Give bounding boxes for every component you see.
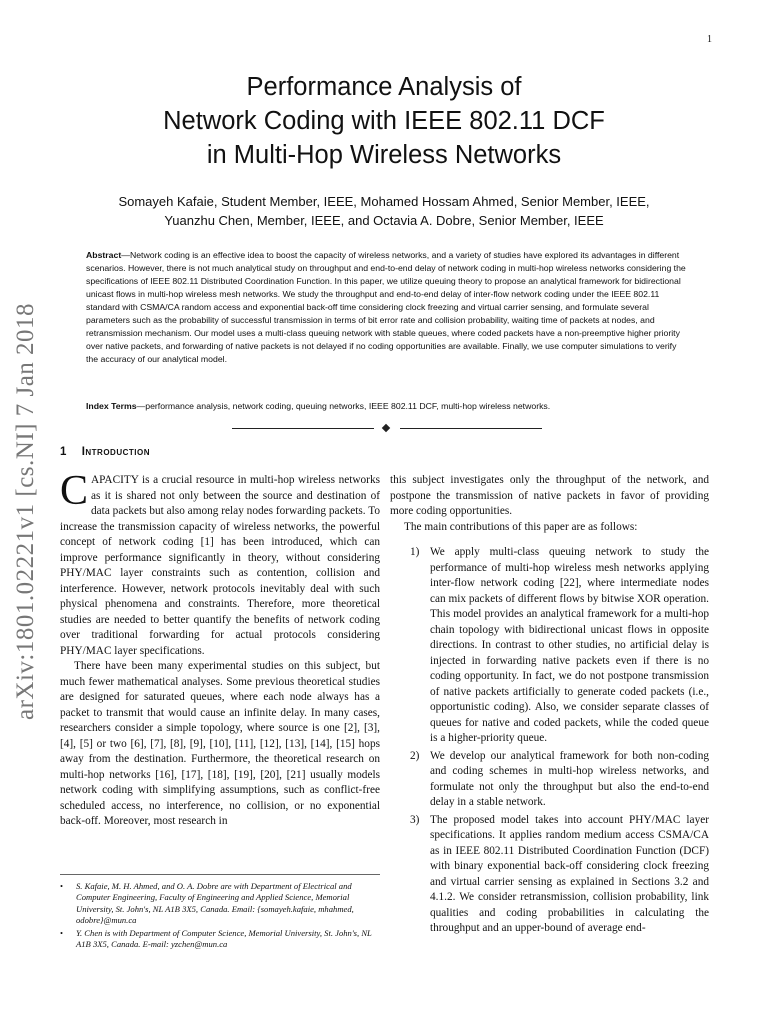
abstract-text: —Network coding is an effective idea to boost the capacity of wireless networks, and a variety of studies have explored its advantages in different scenarios. However, there is not much analytical study on throughput and end-to-end delay of network coding in multi-hop wireless networks considering the specifications of IEEE 802.11 Distributed Coordination Function. In this paper, we utilize queuing theory to propose an analytical framework for bidirectional unicast flows in multi-hop wireless mesh networks. We study the throughput and end-to-end delay of inter-flow network coding under the IEEE 802.11 standard with CSMA/CA random access and exponential back-off time considering clock freezing and virtual carrier sensing, and formulate several parameters such as the probability of successful transmission in terms of bit error rate and collision probability, waiting time of packets at nodes, and retransmission mechanism. Our model uses a multi-class queuing network with stable queues, where coded packets have a non-preemptive higher priority over native packets, and forwarding of native packets is not delayed if no coding opportunities are available. Finally, we use computer simulations to verify the accuracy of our analytical model. [86, 250, 686, 364]
index-terms [86, 400, 686, 413]
paper-title [60, 70, 708, 172]
title-line: in Multi-Hop Wireless Networks [206, 141, 562, 169]
section-title: Introduction [81, 446, 150, 458]
index-terms-text: —performance analysis, network coding, queuing networks, IEEE 802.11 DCF, multi-hop wireless networks. [136, 401, 551, 411]
intro-paragraph [60, 468, 380, 659]
footnote-text: S. Kafaie, M. H. Ahmed, and O. A. Dobre are with Department of Electrical and Computer Engineering, Faculty of Engineering and Applied Science, Memorial University, St. John's, NL A1B 3X5, Canada. Email: {somayeh.kafaie, mhahmed, odobre}@mun.ca [76, 881, 354, 925]
contribution-item [390, 813, 709, 937]
section-number: 1 [60, 446, 67, 458]
footnote-text: Y. Chen is with Department of Computer Science, Memorial University, St. John's, NL A1B 3X5, Canada. E-mail: yzchen@mun.ca [76, 928, 372, 950]
contribution-number: 3) [410, 813, 420, 826]
contribution-number: 2) [410, 749, 420, 762]
authors-line: Yuanzhu Chen, Member, IEEE, and Octavia A. Dobre, Senior Member, IEEE [164, 213, 604, 228]
footnotes [60, 874, 380, 953]
abstract-label: Abstract [86, 250, 122, 260]
contribution-number: 1) [410, 546, 420, 558]
author-list [70, 192, 698, 230]
title-line: Network Coding with IEEE 802.11 DCF [163, 107, 605, 135]
contribution-text: We develop our analytical framework for both non-coding and coding schemes in multi-hop wireless networks, and formulate not only the throughput but also the end-to-end delay in a stable network. [430, 749, 709, 808]
drop-cap: C [60, 468, 89, 514]
footnote [60, 928, 380, 951]
footnote [60, 881, 380, 926]
contribution-text: We apply multi-class queuing network to study the performance of multi-hop wireless mesh networks applying inter-flow network coding [22], where intermediate nodes can mix packets of different flows by bitwise XOR operation. This model provides an analytical framework for a multi-hop chain topology with bidirectional unicast flows in opposite directions. In contrast to other studies, no artificial delay is injected in forwarding native packets even if there is no coding opportunity. In fact, we do not postpone transmission of native packets artificially to generate coded packets (i.e., opportunistic coding). Also, we consider separate classes of queues for native and coded packets, while the coded queue is a higher-priority queue. [430, 546, 710, 744]
section-divider [232, 424, 542, 434]
contribution-item [390, 545, 709, 747]
intro-paragraph: There have been many experimental studies on this subject, but much fewer mathematical analyses. Some previous theoretical studies are designed for saturated queues, where each node always has a packet to transmit that would cause an infinite delay. In many cases, researchers consider a simple topology, where source is one [2], [3], [4], [5] or two [6], [7], [8], [9], [10], [11], [12], [13], [14], [15] hops away from the destination. Furthermore, the theoretical research on multi-hop networks [16], [17], [18], [19], [20], [21] usually models network coding with simplifying assumptions, such as conflict-free scheduled access, no interference, no collision, or no exponential back-off. Moreover, most research in [60, 660, 380, 827]
divider-line [232, 428, 374, 429]
body-paragraph: The main contributions of this paper are as follows: [404, 520, 638, 533]
authors-line: Somayeh Kafaie, Student Member, IEEE, Mohamed Hossam Ahmed, Senior Member, IEEE, [118, 194, 650, 209]
contribution-item [390, 749, 709, 811]
contribution-text: The proposed model takes into account PHY/MAC layer specifications. It applies random medium access CSMA/CA as in IEEE 802.11 Distributed Coordination Function (DCF) with binary exponential back-off considering clock freezing and virtual carrier sensing as explained in Sections 3.2 and 4.1.2. We consider retransmission, collision probability, link qualities and coding probabilities in calculating the throughput and an upper-bound of average end- [430, 813, 709, 934]
index-terms-label: Index Terms [86, 401, 137, 411]
left-column [60, 468, 380, 830]
arxiv-identifier: arXiv:1801.02221v1 [cs.NI] 7 Jan 2018 [12, 302, 39, 720]
section-heading [60, 446, 150, 458]
title-line: Performance Analysis of [246, 73, 522, 101]
diamond-icon [382, 424, 390, 432]
body-paragraph: this subject investigates only the throughput of the network, and postpone the transmission of native packets in favor of providing more coding opportunities. [390, 474, 709, 517]
bullet-icon: • [60, 928, 64, 939]
page-number: 1 [707, 34, 712, 45]
abstract [86, 249, 686, 366]
bullet-icon: • [60, 881, 64, 891]
right-column [390, 473, 709, 937]
intro-paragraph-text: APACITY is a crucial resource in multi-hop wireless networks as it is shared not only between the source and destination of data packets but also among relay nodes forwarding packets. To increase the transmission capacity of wireless networks, the powerful concept of network coding [1] has been introduced, which can improve performance significantly in theory, without considering PHY/MAC layer constraints such as contention, collision and interference. However, network protocols inevitably deal with such physical phenomena and constraints. Therefore, more theoretical studies are needed to better quantify the benefits of network coding over traditional forwarding for actual protocols considering PHY/MAC layer specifications. [60, 474, 380, 657]
divider-line [400, 428, 542, 429]
